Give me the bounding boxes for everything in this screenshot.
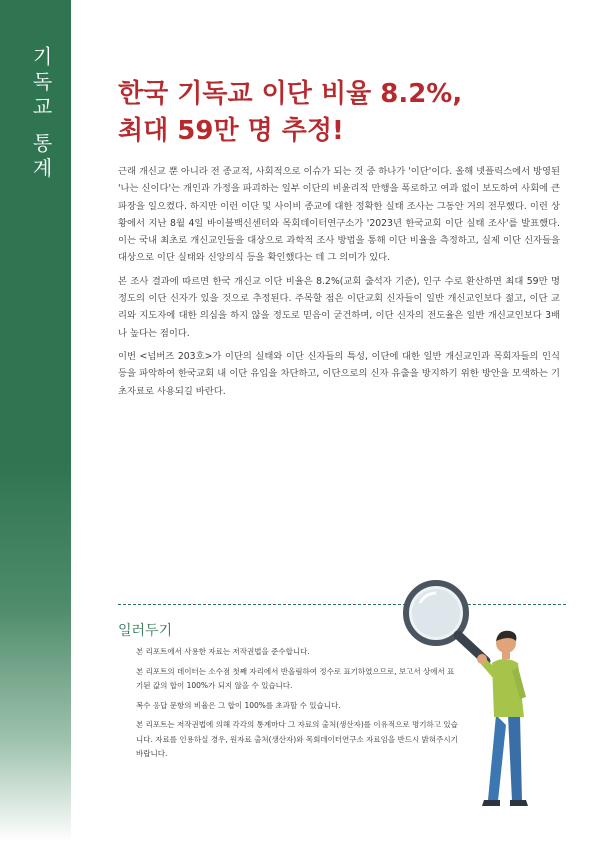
page-title (118, 76, 558, 150)
section-label: 기독교 통계 (29, 46, 53, 183)
note-item: 본 리포트는 저작권법에 의해 각각의 통계마다 그 자료의 출처(생산자)를 이유적으로 명기하고 있습니다. 자료를 인용하실 경우, 원자료 출처(생산자)와 목회데이터연구소 자료임을 반드시 밝혀주시기 바랍니다. (136, 720, 458, 758)
paragraph-2: 본 조사 결과에 따르면 한국 개신교 이단 비율은 8.2%(교회 출석자 기준), 인구 수로 환산하면 최대 59만 명 정도의 이단 신자가 있을 것으로 추정된다. 주목할 점은 이단교회 신자들이 일반 개신교인보다 젊고, 이단 교리와 지도자에 대한 의심을 하지 않을 정도로 믿음이 굳건하며, 이단 신자의 전도율은 일반 개신교인보다 3배나 높다는 점이다. (118, 275, 560, 339)
paragraph-1: 근래 개신교 뿐 아니라 전 종교적, 사회적으로 이슈가 되는 것 중 하나가 '이단'이다. 올해 넷플릭스에서 방영된 '나는 신이다'는 개인과 가정을 파괴하는 일부 이단의 비윤리적 만행을 폭로하고 여과 없이 보도하여 사회에 큰 파장을 일으켰다. 하지만 이런 이단 및 사이비 종교에 대한 정확한 실태 조사는 그동안 거의 전무했다. 이런 상황에서 지난 8월 4일 바이블백신센터와 목회데이터연구소가 '2023년 한국교회 이단 실태 조사'를 발표했다. 이는 국내 최초로 개신교인들을 대상으로 과학적 조사 방법을 통해 이단 비율을 측정하고, 실제 이단 신자들을 대상으로 이단 실태와 신앙의식 등을 확인했다는 데 그 의미가 있다. (118, 166, 560, 264)
note-item: 본 리포트에서 사용한 자료는 저작권법을 준수합니다. (136, 647, 310, 656)
paragraph-3: 이번 <넘버즈 203호>가 이단의 실태와 이단 신자들의 특성, 이단에 대한 일반 개신교인과 목회자들의 인식 등을 파악하여 한국교회 내 이단 유입을 차단하고, 이단으로의 신자 유출을 방지하기 위한 방안을 모색하는 기초자료로 사용되길 바란다. (118, 350, 560, 397)
person-with-magnifier-icon (400, 575, 540, 825)
note-item: 복수 응답 문항의 비율은 그 합이 100%를 초과할 수 있습니다. (136, 700, 341, 710)
article-body (118, 163, 560, 406)
title-line-1: 한국 기독교 이단 비율 8.2%, (118, 79, 463, 109)
note-item: 본 리포트의 데이터는 소수점 첫째 자리에서 반올림하여 정수로 표기하였으므로, 보고서 상에서 표기된 값의 합이 100%가 되지 않을 수 있습니다. (136, 666, 455, 690)
notes-title: 일러두기 (118, 623, 173, 639)
title-line-2: 최대 59만 명 추정! (118, 116, 344, 146)
sidebar-band (0, 0, 71, 842)
